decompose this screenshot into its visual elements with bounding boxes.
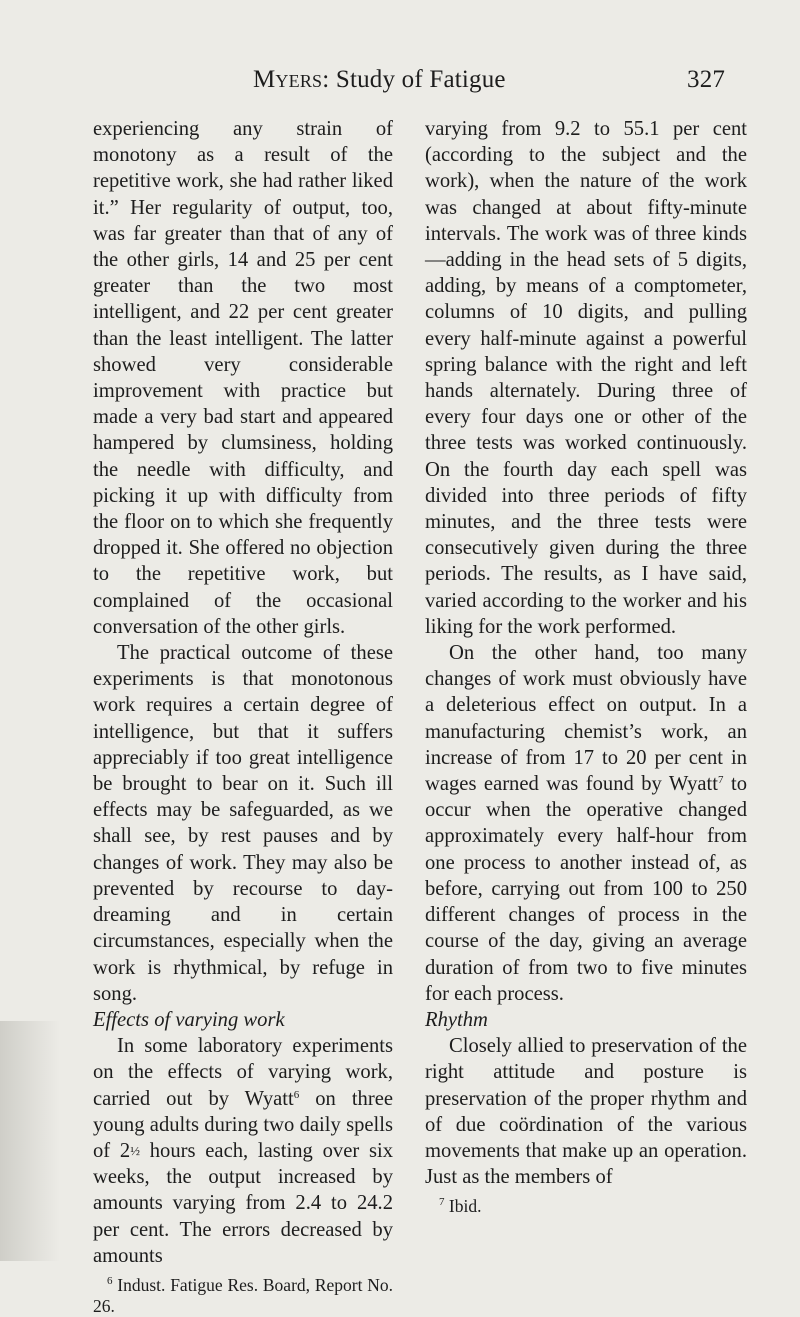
paragraph-text: on three young adults during two daily spells of 2 [93, 1087, 393, 1162]
page-number: 327 [687, 66, 726, 93]
fraction: ½ [130, 1142, 140, 1158]
running-head-author: Myers [253, 66, 323, 93]
footnote [425, 1196, 747, 1217]
footnote [93, 1275, 393, 1317]
running-head-title: Study of Fatigue [335, 66, 506, 93]
footnote-number: 6 [107, 1274, 113, 1287]
right-column [425, 116, 747, 1217]
page-edge-shadow [0, 1021, 60, 1261]
footnote-reference: 6 [293, 1088, 300, 1101]
paragraph: varying from 9.2 to 55.1 per cent (according to the subject and the work), when the nature of the work was changed at about fifty-minute intervals. The work was of three kinds—adding in the head sets of 5 digits, adding, by means of a comptometer, columns of 10 digits, and pulling every half-minute against a powerful spring balance with the right and left hands alternately. During three of every four days one or other of the three tests was worked continuously. On the fourth day each spell was divided into three periods of fifty minutes, and the three tests were consecutively given during the three periods. The results, as I have said, varied according to the worker and his liking for the work performed. [425, 118, 747, 638]
paragraph-text: hours each, lasting over six weeks, the output increased by amounts varying from 2.4 to 24.2 per cent. The errors decreased by amounts [93, 1139, 393, 1267]
footnote-text: Indust. Fatigue Res. Board, Report No. 26. [93, 1274, 393, 1316]
footnote-reference: 7 [718, 774, 724, 787]
paragraph: experiencing any strain of monotony as a result of the repetitive work, she had rather liked it.” Her regularity of output, too, was far greater than that of any of the other girls, 14 and 25 per cent greater than the two most intelligent, and 22 per cent greater than the least intelligent. The latter showed very considerable improvement with practice but made a very bad start and appeared hampered by clumsiness, holding the needle with difficulty, and picking it up with difficulty from the floor on to which she frequently dropped it. She offered no objection to the repetitive work, but complained of the occasional conversation of the other girls. [93, 118, 393, 638]
paragraph [425, 640, 747, 1007]
left-column [93, 116, 393, 1317]
section-heading: Rhythm [425, 1008, 488, 1031]
paragraph [93, 1033, 393, 1269]
paragraph-text: On the other hand, too many changes of work must obviously have a deleterious effect on output. In a manufacturing chemist’s work, an increase of from 17 to 20 per cent in wages earned was found by Wyatt [425, 642, 747, 796]
footnote-number: 7 [439, 1196, 445, 1209]
running-head-separator: : [322, 66, 330, 93]
section-heading: Effects of varying work [93, 1008, 285, 1031]
paragraph-text: to occur when the operative changed approximately every half-hour from one process to another instead of, as before, carrying out from 100 to 250 different changes of process in the course of the day, giving an average duration of from two to five minutes for each process. [425, 773, 747, 1005]
paragraph: Closely allied to preservation of the right attitude and posture is preservation of the proper rhythm and of due coördination of the various movements that make up an operation. Just as the members of [425, 1035, 747, 1189]
footnote-text: Ibid. [444, 1196, 482, 1217]
paragraph-text: In some laboratory experiments on the effects of varying work, carried out by Wyatt [93, 1035, 393, 1110]
running-head [253, 66, 753, 94]
paragraph: The practical outcome of these experiments is that monotonous work requires a certain degree of intelligence, but that it suffers appreciably if too great intelligence be brought to bear on it. Such ill effects may be safeguarded, as we shall see, by rest pauses and by changes of work. They may also be prevented by recourse to day-dreaming and in certain circumstances, especially when the work is rhythmical, by refuge in song. [93, 642, 393, 1005]
